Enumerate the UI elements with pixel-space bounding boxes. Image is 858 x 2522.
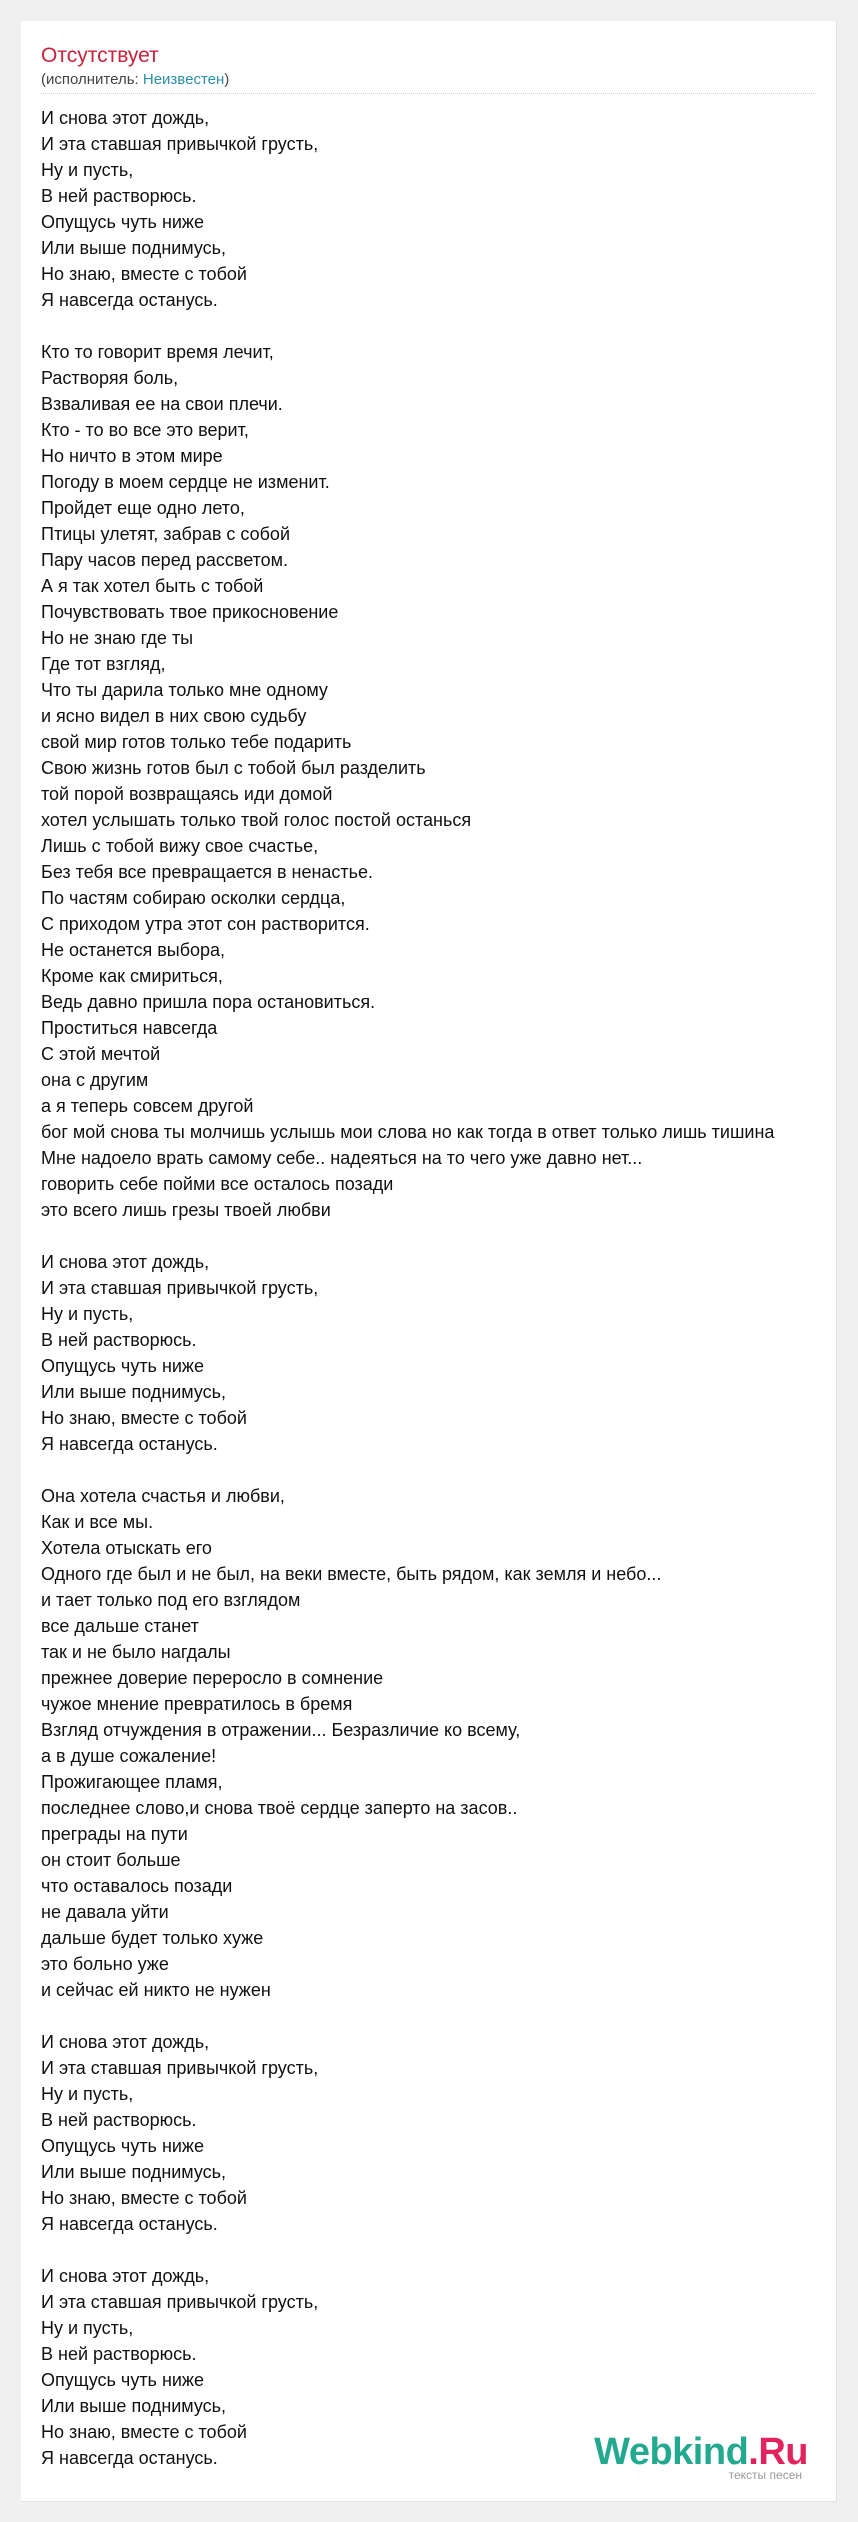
title-divider <box>41 93 816 94</box>
logo-wordmark <box>594 2433 808 2471</box>
webkind-logo[interactable] <box>594 2433 808 2481</box>
logo-tagline: тексты песен <box>728 2468 802 2482</box>
artist-line <box>41 71 229 89</box>
song-title: Отсутствует <box>41 44 159 67</box>
logo-main-text: Webkind <box>594 2431 749 2473</box>
artist-prefix: (исполнитель: <box>41 71 143 88</box>
logo-suffix: .Ru <box>748 2431 808 2473</box>
lyrics-card <box>21 21 837 2502</box>
artist-link[interactable]: Неизвестен <box>142 71 225 88</box>
lyrics-text: И снова этот дождь, И эта ставшая привычкой грусть, Ну и пусть, В ней растворюсь. Опущусь чуть ниже Или выше поднимусь, Но знаю, вместе с тобой Я навсегда останусь. Кто то говорит время лечит, Растворяя боль, Взваливая ее на свои плечи. Кто - то во все это верит, Но ничто в этом мире Погоду в моем сердце не изменит. Пройдет еще одно лето, Птицы улетят, забрав с собой Пару часов перед рассветом. А я так хотел быть с тобой Почувствовать твое прикосновение Но не знаю где ты Где тот взгляд, Что ты дарила только мне одному и ясно видел в них свою судьбу свой мир готов только тебе подарить Свою жизнь готов был с тобой был разделить той порой возвращаясь иди домой хотел услышать только твой голос постой останься Лишь с тобой вижу свое счастье, Без тебя все превращается в ненастье. По частям собираю осколки сердца, С приходом утра этот сон растворится. Не останется выбора, Кроме как смириться, Ведь давно пришла пора остановиться. Проститься навсегда С этой мечтой она с другим а я теперь совсем другой бог мой снова ты молчишь услышь мои слова но как тогда в ответ только лишь тишина Мне надоело врать самому себе.. надеяться на то чего уже давно нет... говорить себе пойми все осталось позади это всего лишь грезы твоей любви И снова этот дождь, И эта ставшая привычкой грусть, Ну и пусть, В ней растворюсь. Опущусь чуть ниже Или выше поднимусь, Но знаю, вместе с тобой Я навсегда останусь. Она хотела счастья и любви, Как и все мы. Хотела отыскать его Одного где был и не был, на веки вместе, быть рядом, как земля и небо... и тает только под его взглядом все дальше станет так и не было нагдалы прежнее доверие переросло в сомнение чужое мнение превратилось в бремя Взгляд отчуждения в отражении... Безразличие ко всему, а в душе сожаление! Прожигающее пламя, последнее слово,и снова твоё сердце заперто на засов.. преграды на пути он стоит больше что оставалось позади не давала уйти дальше будет только хуже это больно уже и сейчас ей никто не нужен И снова этот дождь, И эта ставшая привычкой грусть, Ну и пусть, В ней растворюсь. Опущусь чуть ниже Или выше поднимусь, Но знаю, вместе с тобой Я навсегда останусь. И снова этот дождь, И эта ставшая привычкой грусть, Ну и пусть, В ней растворюсь. Опущусь чуть ниже Или выше поднимусь, Но знаю, вместе с тобой Я навсегда останусь. <box>41 108 775 2468</box>
artist-suffix: ) <box>224 71 230 88</box>
